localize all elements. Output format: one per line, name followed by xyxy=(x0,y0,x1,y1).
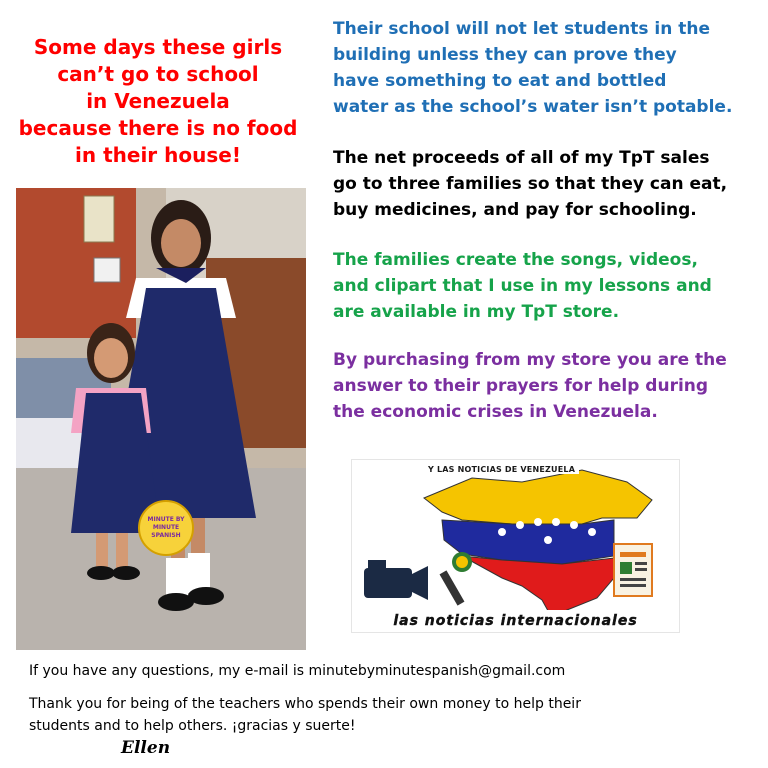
microphone-icon xyxy=(440,552,472,606)
badge-text: MINUTE xyxy=(152,524,180,531)
thanks-text xyxy=(29,693,729,737)
venezuela-map-icon xyxy=(352,460,679,632)
thanks-line: Thank you for being of the teachers who spends their own money to help their xyxy=(29,696,581,712)
badge-text: SPANISH xyxy=(151,532,181,539)
girls-photo xyxy=(16,188,306,650)
minute-by-minute-spanish-badge xyxy=(138,500,194,556)
school-paragraph xyxy=(333,16,763,120)
paragraph-line: are available in my TpT store. xyxy=(333,302,620,322)
paragraph-line: The families create the songs, videos, xyxy=(333,250,698,270)
headline-line: can’t go to school xyxy=(57,62,259,86)
signature: Ellen xyxy=(121,738,171,758)
newspaper-icon xyxy=(614,544,652,596)
proceeds-paragraph xyxy=(333,145,763,223)
headline-line: Some days these girls xyxy=(33,35,283,59)
girls-photo-illustration xyxy=(16,188,306,650)
video-camera-icon xyxy=(364,560,428,600)
headline-line: because there is no food xyxy=(18,116,298,140)
headline-line: in Venezuela xyxy=(86,89,230,113)
families-paragraph xyxy=(333,247,763,325)
paragraph-line: the economic crises in Venezuela. xyxy=(333,402,658,422)
headline xyxy=(8,34,308,169)
purchase-paragraph xyxy=(333,347,763,425)
contact-email-text: If you have any questions, my e-mail is minutebyminutespanish@gmail.com xyxy=(29,663,566,679)
paragraph-line: The net proceeds of all of my TpT sales xyxy=(333,148,710,168)
news-bottom-label: las noticias internacionales xyxy=(352,610,679,632)
paragraph-line: By purchasing from my store you are the xyxy=(333,350,727,370)
paragraph-line: water as the school’s water isn’t potable. xyxy=(333,97,733,117)
news-graphic xyxy=(351,459,680,633)
news-top-label: Y LAS NOTICIAS DE VENEZUELA xyxy=(424,465,579,474)
thanks-line: students and to help others. ¡gracias y suerte! xyxy=(29,718,356,734)
paragraph-line: answer to their prayers for help during xyxy=(333,376,709,396)
badge-text: MINUTE BY xyxy=(147,516,185,523)
paragraph-line: buy medicines, and pay for schooling. xyxy=(333,200,697,220)
paragraph-line: Their school will not let students in the xyxy=(333,19,711,39)
paragraph-line: building unless they can prove they xyxy=(333,45,677,65)
paragraph-line: have something to eat and bottled xyxy=(333,71,667,91)
paragraph-line: and clipart that I use in my lessons and xyxy=(333,276,712,296)
paragraph-line: go to three families so that they can eat, xyxy=(333,174,728,194)
headline-line: in their house! xyxy=(75,143,241,167)
